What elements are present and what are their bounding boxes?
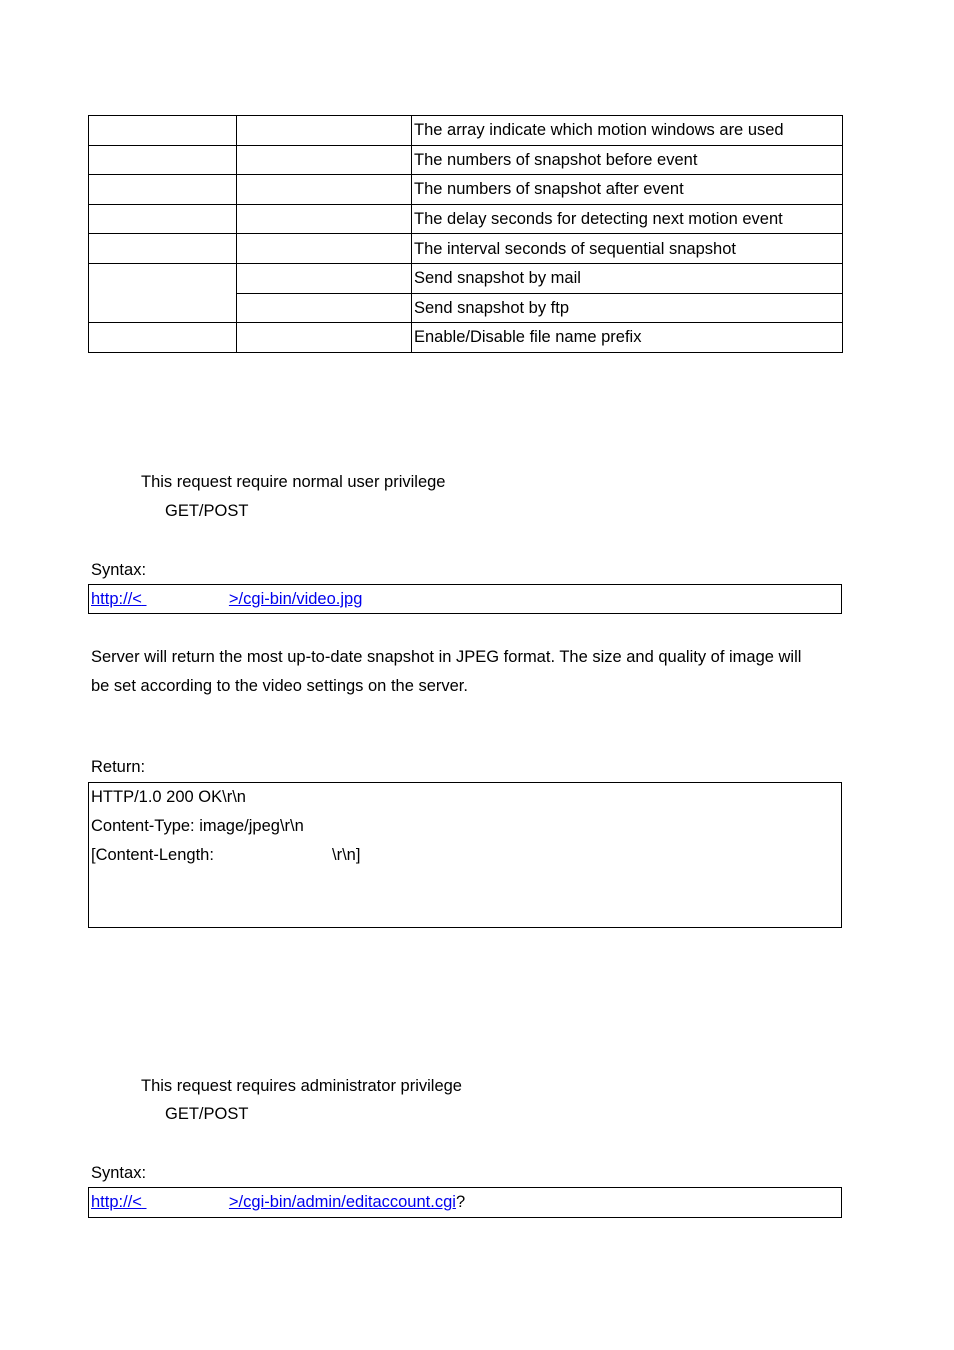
return-line-content-type: Content-Type: image/jpeg\r\n bbox=[91, 817, 304, 835]
description-cell: Send snapshot by mail bbox=[412, 263, 843, 293]
video-syntax-box bbox=[88, 584, 842, 614]
editaccount-url-prefix[interactable]: http://< bbox=[91, 1193, 142, 1211]
video-method-text: GET/POST bbox=[165, 502, 249, 520]
editaccount-url[interactable] bbox=[91, 1188, 465, 1217]
return-line-content-length: [Content-Length: bbox=[91, 846, 214, 864]
table-row bbox=[89, 204, 843, 234]
editaccount-url-tail: ? bbox=[455, 1193, 466, 1211]
editaccount-syntax-label: Syntax: bbox=[91, 1164, 147, 1182]
description-cell: The numbers of snapshot before event bbox=[412, 145, 843, 175]
video-return-box bbox=[88, 782, 842, 928]
video-return-label: Return: bbox=[91, 758, 146, 776]
description-cell: Send snapshot by ftp bbox=[412, 293, 843, 323]
description-cell: Enable/Disable file name prefix bbox=[412, 323, 843, 353]
editaccount-method-text: GET/POST bbox=[165, 1105, 249, 1123]
table-row bbox=[89, 175, 843, 205]
editaccount-syntax-box bbox=[88, 1187, 842, 1218]
table-row bbox=[89, 145, 843, 175]
parameter-table bbox=[88, 115, 843, 353]
description-cell: The numbers of snapshot after event bbox=[412, 175, 843, 205]
description-cell: The interval seconds of sequential snapshot bbox=[412, 234, 843, 264]
video-privilege-text: This request require normal user privilege bbox=[141, 473, 446, 491]
video-syntax-label: Syntax: bbox=[91, 561, 147, 579]
return-line-content-length-end: \r\n] bbox=[332, 846, 361, 864]
table-row bbox=[89, 323, 843, 353]
return-line-status: HTTP/1.0 200 OK\r\n bbox=[91, 788, 246, 806]
table-row bbox=[89, 234, 843, 264]
description-cell: The array indicate which motion windows are used bbox=[412, 116, 843, 146]
video-url[interactable] bbox=[91, 585, 362, 614]
video-url-suffix[interactable]: >/cgi-bin/video.jpg bbox=[228, 590, 363, 608]
video-description-line-1: Server will return the most up-to-date snapshot in JPEG format. The size and quality of image will bbox=[91, 648, 802, 666]
video-description-line-2: be set according to the video settings on the server. bbox=[91, 677, 468, 695]
description-cell: The delay seconds for detecting next motion event bbox=[412, 204, 843, 234]
editaccount-url-suffix[interactable]: >/cgi-bin/admin/editaccount.cgi bbox=[228, 1193, 456, 1211]
editaccount-privilege-text: This request requires administrator privilege bbox=[141, 1077, 462, 1095]
table-row bbox=[89, 116, 843, 146]
video-url-prefix[interactable]: http://< bbox=[91, 590, 142, 608]
table-row bbox=[89, 263, 843, 293]
